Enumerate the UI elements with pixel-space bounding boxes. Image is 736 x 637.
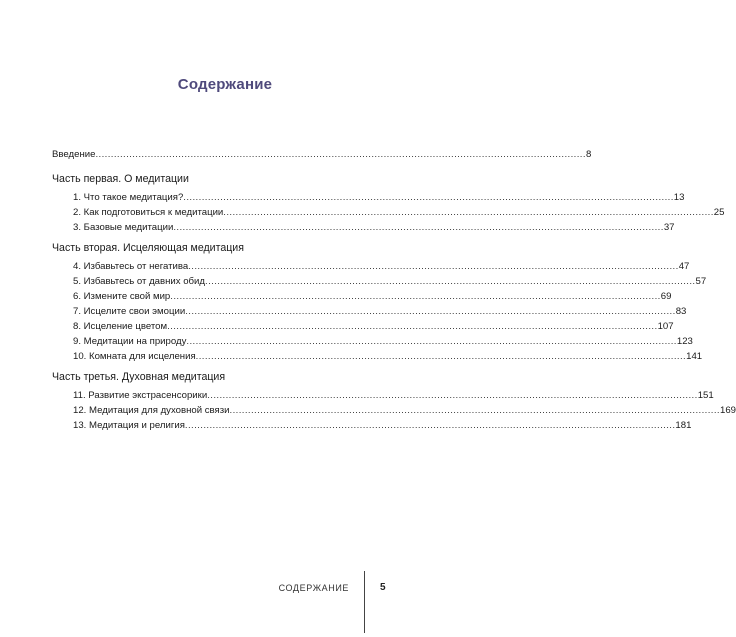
table-of-contents [52, 147, 736, 439]
toc-entry-page: 47 [678, 261, 690, 272]
toc-entry-label: 4. Избавьтесь от негатива [73, 261, 189, 272]
toc-entry[interactable] [52, 220, 675, 235]
dot-leader: ................................................................................................................................................................ [186, 336, 677, 347]
toc-entry-label: 5. Избавьтесь от давних обид [73, 276, 206, 287]
dot-leader: ................................................................................................................................................................ [167, 321, 658, 332]
toc-part-group [52, 172, 725, 235]
toc-part-heading[interactable]: Часть вторая. Исцеляющая медитация [52, 242, 244, 254]
page-number: 5 [380, 582, 386, 593]
toc-entry-label: 10. Комната для исцеления [73, 351, 196, 362]
toc-entry-label: Введение [52, 149, 96, 160]
toc-entry-label: 3. Базовые медитации [73, 222, 174, 233]
dot-leader: ................................................................................................................................................................ [183, 192, 674, 203]
toc-entry-label: 2. Как подготовиться к медитации [73, 207, 224, 218]
toc-entry-page: 181 [675, 420, 692, 431]
toc-part-group [52, 370, 736, 433]
dot-leader: ................................................................................................................................................................ [170, 291, 661, 302]
dot-leader: ................................................................................................................................................................ [185, 306, 676, 317]
toc-parts [52, 172, 736, 433]
dot-leader: ................................................................................................................................................................ [207, 390, 698, 401]
toc-entry[interactable] [52, 190, 685, 205]
dot-leader: ................................................................................................................................................................ [223, 207, 714, 218]
dot-leader: ................................................................................................................................................................ [184, 420, 676, 431]
toc-entry-page: 83 [675, 306, 687, 317]
dot-leader: ................................................................................................................................................................ [229, 405, 720, 416]
toc-entry-page: 123 [676, 336, 693, 347]
toc-entry-page: 169 [719, 405, 736, 416]
dot-leader: ................................................................................................................................................................ [205, 276, 696, 287]
toc-entry-page: 8 [585, 149, 592, 160]
toc-entry-page: 13 [673, 192, 685, 203]
toc-entry[interactable] [52, 403, 736, 418]
toc-entry-page: 151 [697, 390, 714, 401]
dot-leader: ................................................................................................................................................................ [173, 222, 664, 233]
footer-divider [364, 571, 365, 633]
toc-part-heading[interactable]: Часть первая. О медитации [52, 173, 189, 185]
dot-leader: ................................................................................................................................................................ [188, 261, 679, 272]
dot-leader: ................................................................................................................................................................ [95, 149, 586, 160]
toc-entry-page: 107 [657, 321, 674, 332]
toc-entry[interactable] [52, 205, 725, 220]
toc-entry[interactable] [52, 319, 674, 334]
dot-leader: ................................................................................................................................................................ [195, 351, 687, 362]
toc-entry[interactable] [52, 259, 690, 274]
running-footer-label: СОДЕРЖАНИЕ [278, 583, 349, 593]
toc-entry-intro[interactable] [52, 147, 592, 162]
toc-entry-label: 9. Медитации на природу [73, 336, 187, 347]
toc-entry-page: 69 [660, 291, 672, 302]
toc-entry-label: 1. Что такое медитация? [73, 192, 184, 203]
toc-entry[interactable] [52, 334, 693, 349]
toc-entry-label: 13. Медитация и религия [73, 420, 185, 431]
toc-entry-label: 6. Измените свой мир [73, 291, 171, 302]
toc-entry-label: 11. Развитие экстрасенсорики [73, 390, 208, 401]
toc-part-group [52, 241, 707, 364]
toc-entry-page: 25 [713, 207, 725, 218]
toc-entry[interactable] [52, 289, 672, 304]
toc-entry-label: 12. Медитация для духовной связи [73, 405, 230, 416]
page-title: Содержание [177, 76, 273, 93]
toc-entry-page: 37 [663, 222, 675, 233]
toc-entry[interactable] [52, 274, 707, 289]
toc-entry[interactable] [52, 304, 687, 319]
toc-entry-page: 141 [686, 351, 703, 362]
toc-entry-page: 57 [695, 276, 707, 287]
toc-part-heading[interactable]: Часть третья. Духовная медитация [52, 371, 226, 383]
toc-entry[interactable] [52, 388, 714, 403]
toc-entry[interactable] [52, 418, 692, 433]
toc-entry-label: 8. Исцеление цветом [73, 321, 168, 332]
toc-entry-label: 7. Исцелите свои эмоции [73, 306, 186, 317]
toc-entry[interactable] [52, 349, 703, 364]
